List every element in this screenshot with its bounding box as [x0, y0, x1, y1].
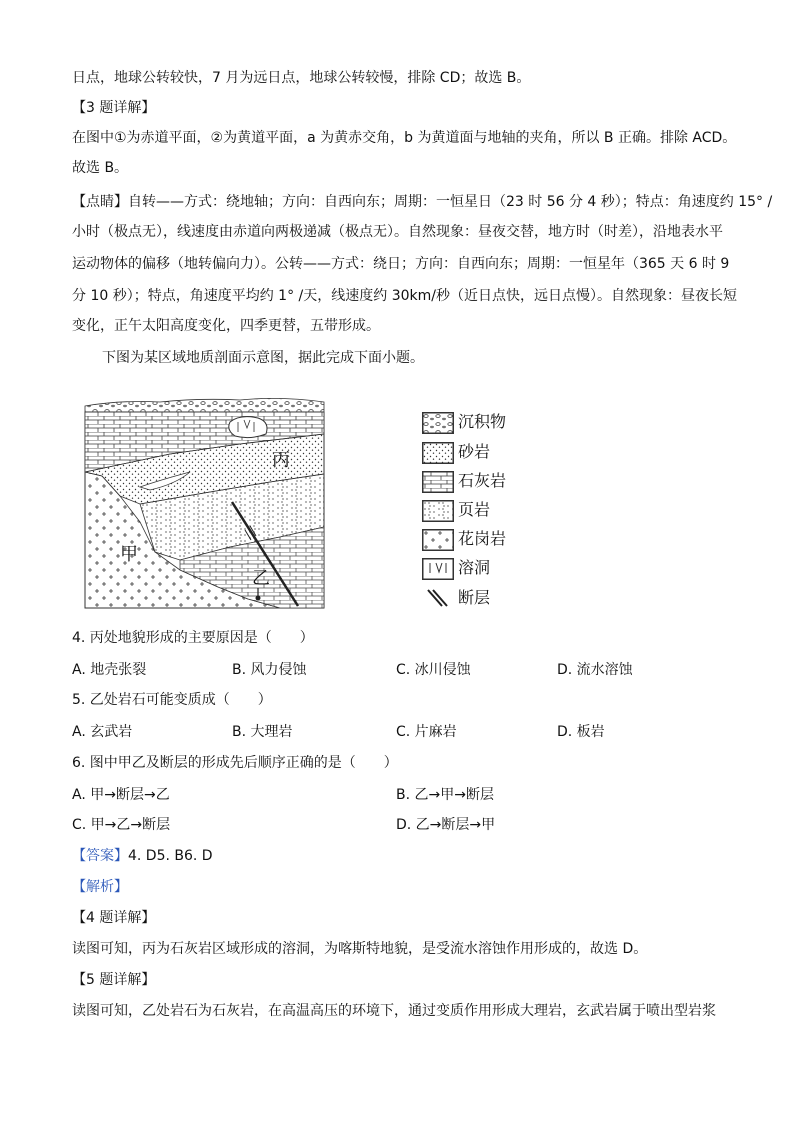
q4-option-a: A. 地壳张裂	[72, 662, 147, 678]
label-yi: 乙	[252, 568, 270, 589]
legend-label: 花岗岩	[458, 529, 507, 548]
text-line: 日点，地球公转较快，7 月为远日点，地球公转较慢，排除 CD；故选 B。	[72, 70, 531, 86]
text-line: 在图中①为赤道平面，②为黄道平面，a 为黄赤交角，b 为黄道面与地轴的夹角，所以 B 正确。排除 ACD。	[72, 130, 737, 146]
answer-line	[72, 846, 213, 866]
text-line: 小时（极点无），线速度由赤道向两极递减（极点无）。自然现象：昼夜交替，地方时（时差），沿地表水平	[72, 224, 723, 240]
answer-label: 【答案】	[72, 848, 128, 864]
fault-icon	[422, 588, 452, 608]
legend-label: 沉积物	[458, 412, 507, 431]
q5-option-d: D. 板岩	[557, 724, 605, 740]
sediment-icon	[422, 412, 454, 434]
q5-option-c: C. 片麻岩	[396, 724, 457, 740]
text-line: 【3 题详解】	[72, 100, 156, 116]
cave-icon	[422, 558, 454, 580]
q6-option-c: C. 甲→乙→断层	[72, 817, 171, 833]
q6-option-d: D. 乙→断层→甲	[396, 817, 496, 833]
legend-label: 砂岩	[458, 442, 491, 461]
geologic-section-figure	[80, 392, 507, 614]
question-stem-5: 5. 乙处岩石可能变质成（ ）	[72, 692, 272, 708]
text-line: 变化，正午太阳高度变化，四季更替，五带形成。	[72, 318, 380, 334]
text-line: 故选 B。	[72, 160, 129, 176]
text-line: 运动物体的偏移（地转偏向力）。公转——方式：绕日；方向：自西向东；周期：一恒星年（365 天 6 时 9	[72, 256, 730, 272]
question-stem-6: 6. 图中甲乙及断层的形成先后顺序正确的是（ ）	[72, 755, 398, 771]
intro-text: 下图为某区域地质剖面示意图，据此完成下面小题。	[102, 350, 424, 366]
limestone-icon	[422, 471, 454, 493]
shale-icon	[422, 500, 454, 522]
sandstone-icon	[422, 442, 454, 464]
detail4-heading: 【4 题详解】	[72, 910, 156, 926]
q5-option-a: A. 玄武岩	[72, 724, 133, 740]
label-jia: 甲	[120, 544, 138, 565]
question-stem-4: 4. 丙处地貌形成的主要原因是（ ）	[72, 630, 314, 646]
q4-option-d: D. 流水溶蚀	[557, 662, 633, 678]
text-line: 分 10 秒）；特点，角速度平均约 1° /天，线速度约 30km/秒（近日点快，远日点慢）。自然现象：昼夜长短	[72, 288, 737, 304]
detail4-text: 读图可知，丙为石灰岩区域形成的溶洞，为喀斯特地貌，是受流水溶蚀作用形成的，故选 D。	[72, 941, 648, 957]
legend-label: 石灰岩	[458, 471, 507, 490]
legend-label: 页岩	[458, 500, 491, 519]
detail5-text: 读图可知，乙处岩石为石灰岩，在高温高压的环境下，通过变质作用形成大理岩，玄武岩属于喷出型岩浆	[72, 1003, 716, 1019]
q4-option-b: B. 风力侵蚀	[232, 662, 307, 678]
answer-text: 4. D5. B6. D	[128, 848, 213, 864]
legend-label: 断层	[458, 588, 491, 607]
q6-option-a: A. 甲→断层→乙	[72, 787, 170, 803]
granite-icon	[422, 529, 454, 551]
analysis-label: 【解析】	[72, 879, 128, 895]
q6-option-b: B. 乙→甲→断层	[396, 787, 494, 803]
detail5-heading: 【5 题详解】	[72, 972, 156, 988]
q5-option-b: B. 大理岩	[232, 724, 293, 740]
legend-label: 溶洞	[458, 558, 491, 577]
text-line: 【点睛】自转——方式：绕地轴；方向：自西向东；周期：一恒星日（23 时 56 分 4 秒）；特点：角速度约 15° /	[72, 194, 773, 210]
label-bing: 丙	[272, 450, 290, 471]
q4-option-c: C. 冰川侵蚀	[396, 662, 471, 678]
